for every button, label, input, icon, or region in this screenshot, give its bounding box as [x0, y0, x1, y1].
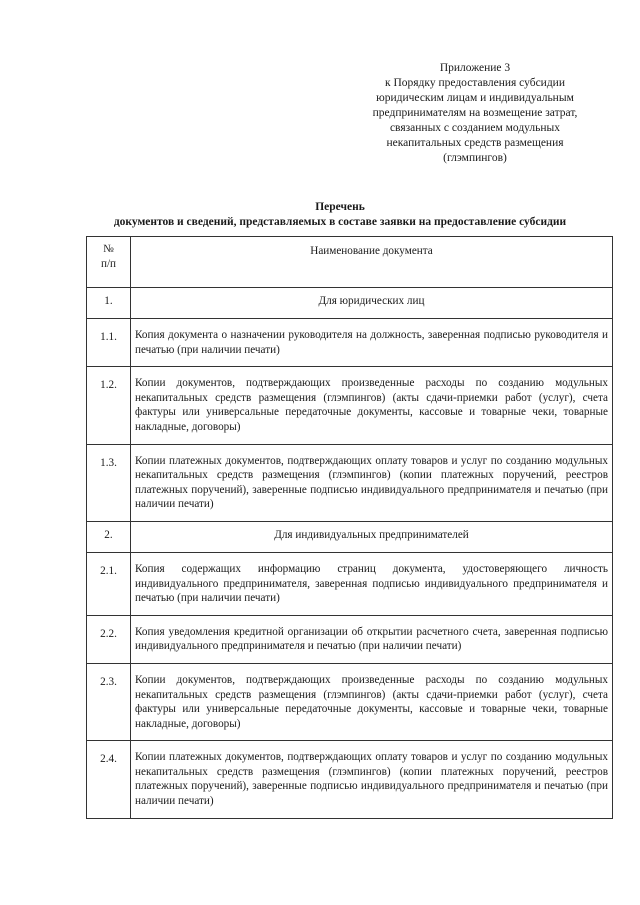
- document-name: Копии платежных документов, подтверждающих оплату товаров и услуг по созданию модульных некапитальных средств размещения (глэмпингов) (копии платежных поручений, реестров платежных поручений), заверенные подписью индивидуального предпринимателя и печатью (при наличии печати): [131, 741, 613, 818]
- document-name: Копия содержащих информацию страниц документа, удостоверяющего личность индивидуального предпринимателя, заверенная подписью индивидуального предпринимателя и печатью (при наличии печати): [131, 552, 613, 615]
- header-number-cell: [87, 237, 131, 288]
- header-number-part: п/п: [100, 257, 117, 270]
- document-name: Копии платежных документов, подтверждающих оплату товаров и услуг по созданию модульных некапитальных средств размещения (глэмпингов) (копии платежных поручений, реестров платежных поручений), заверенные подписью индивидуального предпринимателя и печатью (при наличии печати): [131, 444, 613, 521]
- header-number-part: №: [103, 243, 114, 255]
- row-number: 1.3.: [87, 444, 131, 521]
- section-row: [87, 288, 613, 319]
- row-number: 2.: [87, 521, 131, 552]
- table-row: [87, 367, 613, 444]
- row-number: 2.1.: [87, 552, 131, 615]
- annex-line: (глэмпингов): [443, 152, 507, 164]
- table-row: [87, 741, 613, 818]
- row-number: 1.2.: [87, 367, 131, 444]
- table-row: [87, 615, 613, 663]
- annex-line: Приложение 3: [439, 62, 511, 74]
- annex-line: предпринимателям на возмещение затрат,: [372, 107, 578, 119]
- row-number: 1.: [87, 288, 131, 319]
- section-title: Для индивидуальных предпринимателей: [131, 521, 613, 552]
- header-number-label: [101, 243, 116, 270]
- document-title: [60, 200, 620, 230]
- table-row: [87, 552, 613, 615]
- documents-table: [86, 236, 613, 819]
- document-name: Копии документов, подтверждающих произведенные расходы по созданию модульных некапитальных средств размещения (глэмпингов) (акты сдачи-приемки работ (услуг), счета фактуры или универсальные передаточные документы, кассовые и товарные чеки, товарные накладные, договоры): [131, 367, 613, 444]
- document-name: Копия документа о назначении руководителя на должность, заверенная подписью руководителя и печатью (при наличии печати): [131, 319, 613, 367]
- table-row: [87, 444, 613, 521]
- table-row: [87, 663, 613, 740]
- document-name: Копии документов, подтверждающих произведенные расходы по созданию модульных некапитальных средств размещения (глэмпингов) (акты сдачи-приемки работ (услуг), счета фактуры или универсальные передаточные документы, кассовые и товарные чеки, товарные накладные, договоры): [131, 663, 613, 740]
- table-row: [87, 319, 613, 367]
- annex-line: к Порядку предоставления субсидии: [385, 77, 565, 89]
- row-number: 2.3.: [87, 663, 131, 740]
- table-header-row: [87, 237, 613, 288]
- title-line-1: Перечень: [315, 201, 365, 213]
- title-line-2: документов и сведений, представляемых в составе заявки на предоставление субсидии: [113, 216, 567, 228]
- annex-line: юридическим лицам и индивидуальным: [376, 92, 574, 104]
- header-name-cell: Наименование документа: [131, 237, 613, 288]
- section-row: [87, 521, 613, 552]
- row-number: 1.1.: [87, 319, 131, 367]
- annex-reference: [330, 61, 620, 166]
- document-name: Копия уведомления кредитной организации об открытии расчетного счета, заверенная подписью индивидуального предпринимателя и печатью (при наличии печати): [131, 615, 613, 663]
- row-number: 2.2.: [87, 615, 131, 663]
- section-title: Для юридических лиц: [131, 288, 613, 319]
- annex-line: связанных с созданием модульных: [389, 122, 561, 134]
- documents-table-body: [87, 237, 613, 819]
- annex-line: некапитальных средств размещения: [386, 137, 564, 149]
- row-number: 2.4.: [87, 741, 131, 818]
